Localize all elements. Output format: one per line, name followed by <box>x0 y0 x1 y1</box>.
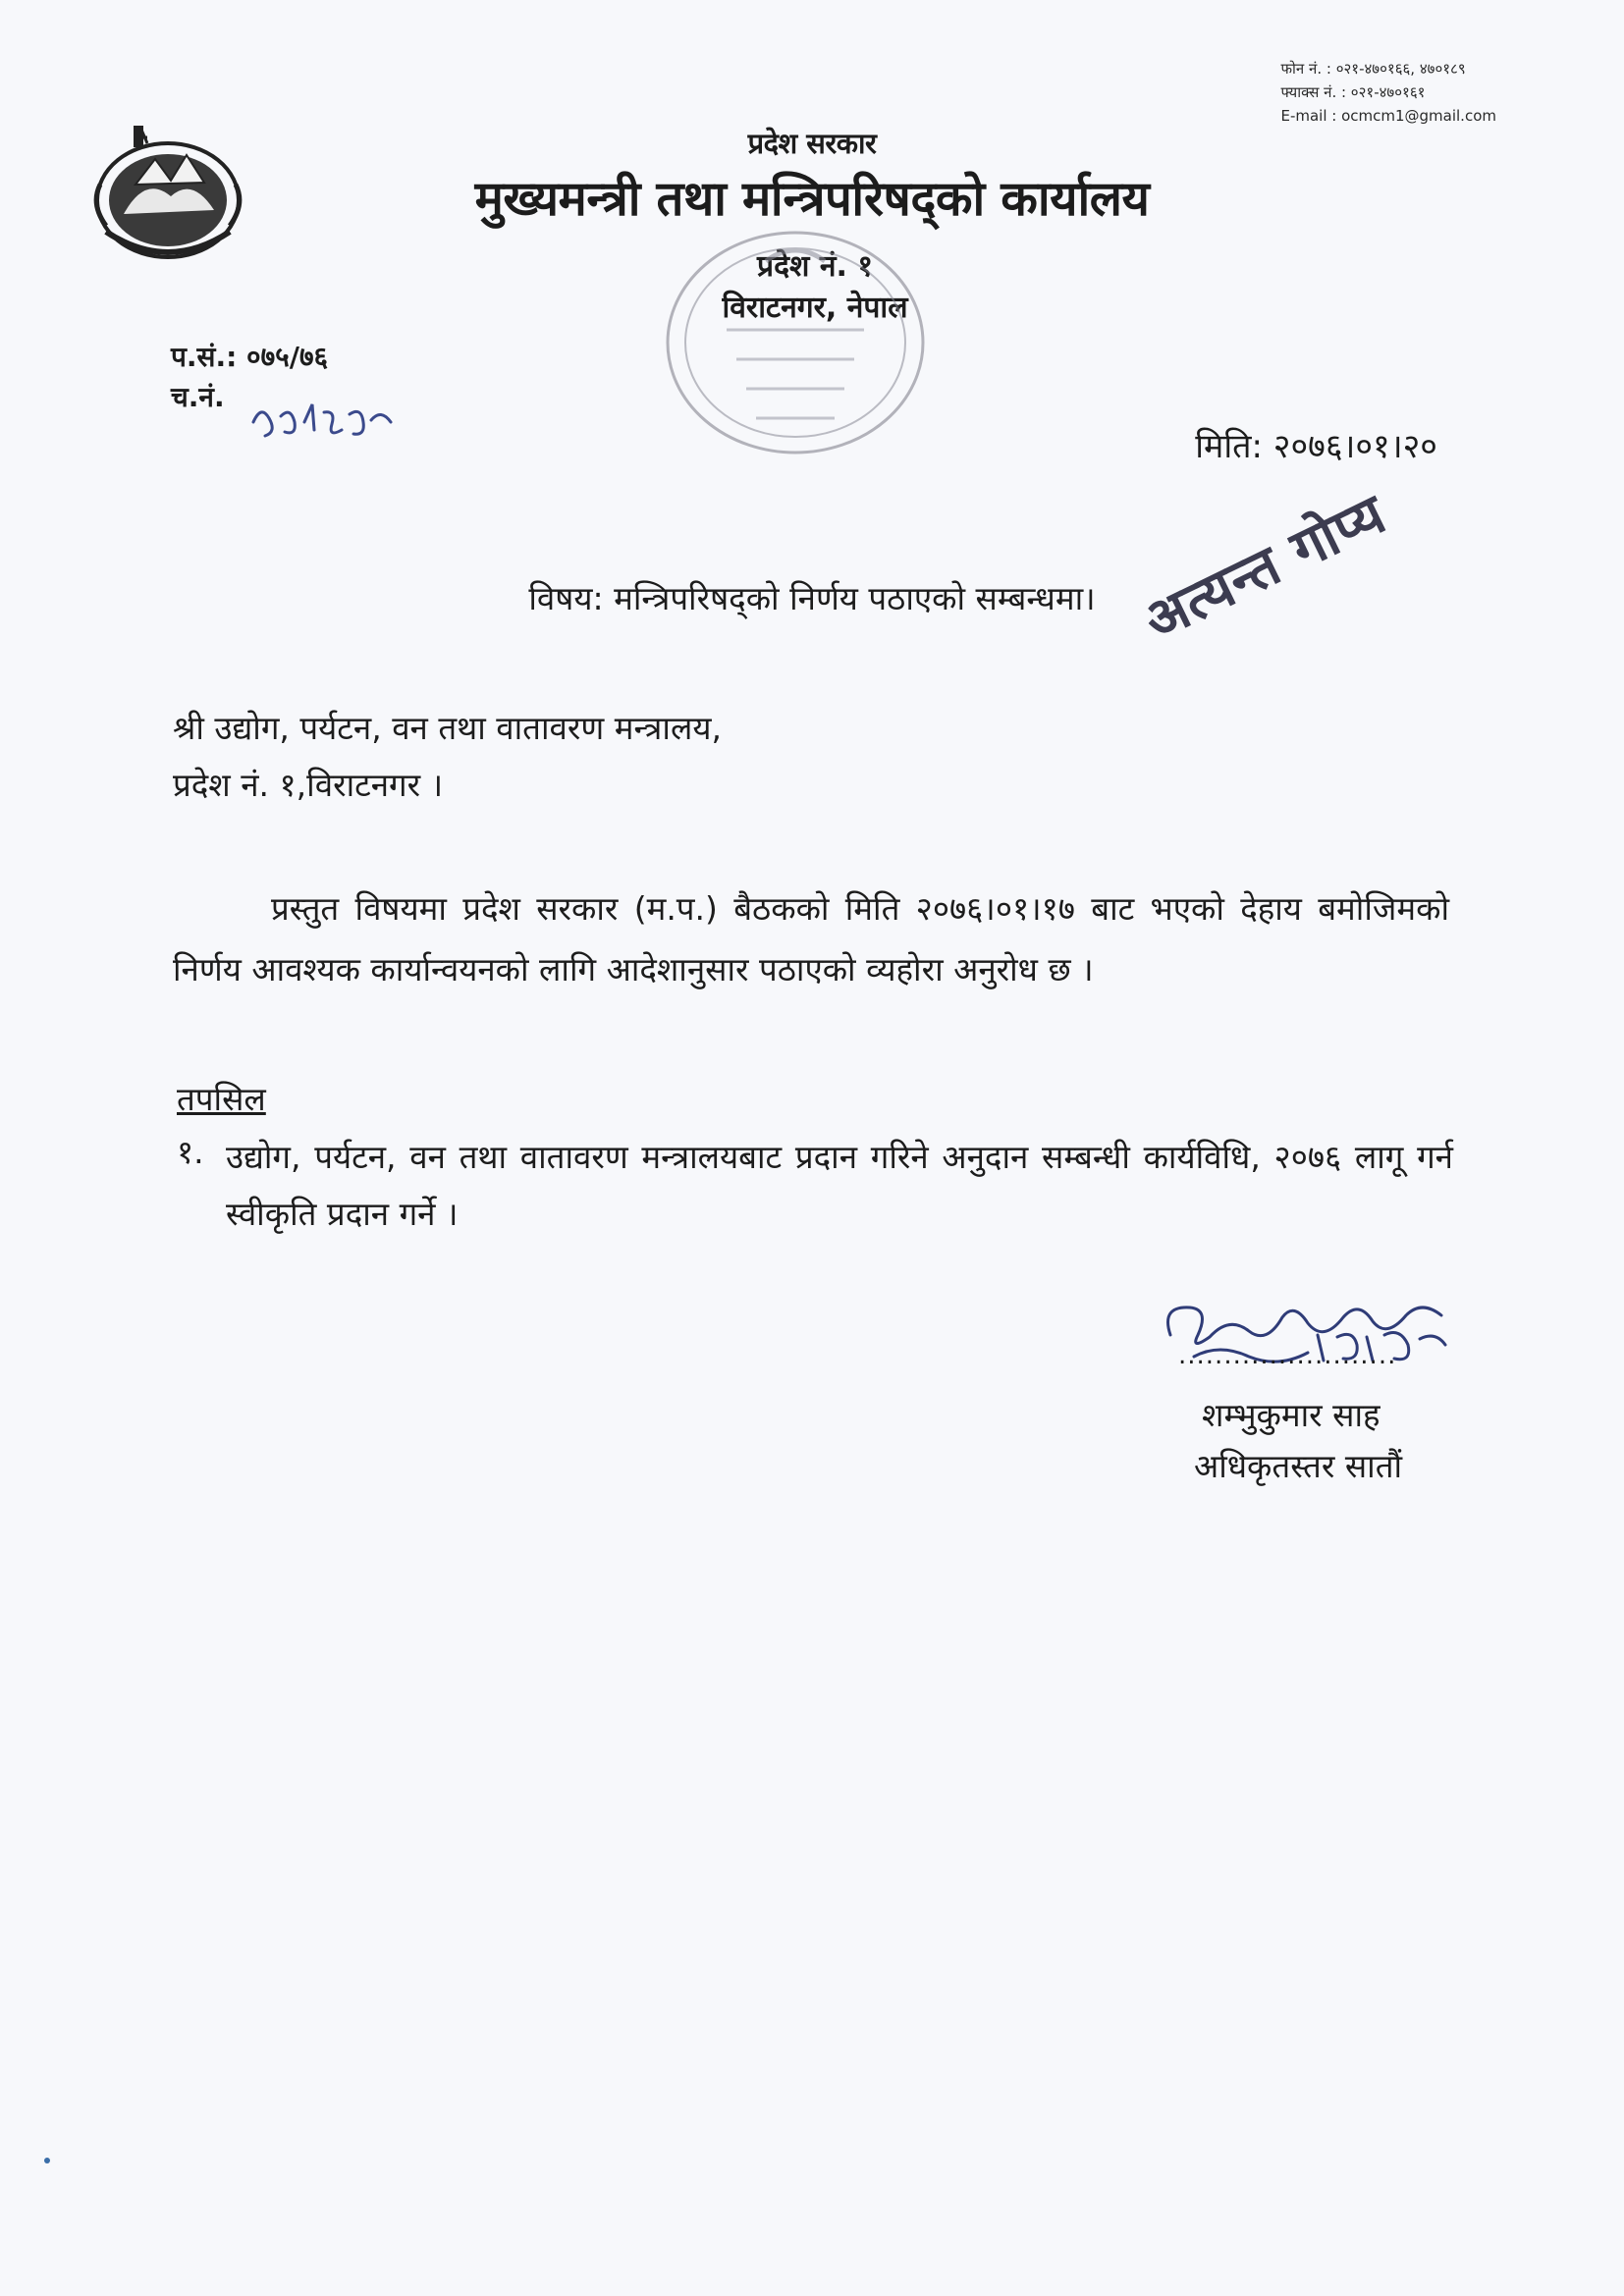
province-line: प्रदेश नं. १ <box>757 249 873 284</box>
handwritten-dispatch-number-icon <box>247 393 405 446</box>
details-heading: तपसिल <box>177 1080 266 1118</box>
addressee-line-2: प्रदेश नं. १,विराटनगर । <box>173 766 444 804</box>
location-line: विराटनगर, नेपाल <box>722 291 908 325</box>
subject-line: विषय: मन्त्रिपरिषद्को निर्णय पठाएको सम्बन्धमा। <box>528 579 1096 617</box>
signature-dotted-line: ........................ <box>1178 1341 1397 1370</box>
details-item-number: १. <box>177 1133 204 1171</box>
letter-date: मिति: २०७६।०१।२० <box>1195 427 1437 466</box>
confidential-stamp: अत्यन्त गोप्य <box>1134 482 1396 654</box>
fax-number: फ्याक्स नं. : ०२१-४७०१६१ <box>1280 83 1426 101</box>
signer-name: शम्भुकुमार साह <box>1202 1396 1380 1434</box>
ink-dot <box>44 2158 50 2163</box>
email-address: E-mail : ocmcm1@gmail.com <box>1280 107 1496 125</box>
signer-designation: अधिकृतस्तर सातौं <box>1194 1447 1403 1485</box>
body-paragraph: प्रस्तुत विषयमा प्रदेश सरकार (म.प.) बैठकको मिति २०७६।०१।१७ बाट भएको देहाय बमोजिमको निर्णय आवश्यक कार्यान्वयनको लागि आदेशानुसार पठाएको व्यहोरा अनुरोध छ । <box>173 889 1449 988</box>
office-seal-stamp-icon <box>648 222 943 463</box>
office-title: मुख्यमन्त्री तथा मन्त्रिपरिषद्को कार्यालय <box>474 171 1150 227</box>
phone-number: फोन नं. : ०२१-४७०१६६, ४७०१८९ <box>1280 60 1466 78</box>
contact-block <box>1280 57 1496 128</box>
addressee-line-1: श्री उद्योग, पर्यटन, वन तथा वातावरण मन्त्रालय, <box>173 709 722 747</box>
dispatch-number-label: च.नं. <box>171 381 225 413</box>
government-heading: प्रदेश सरकार <box>747 127 877 160</box>
letter-reference-number: प.सं.: ०७५/७६ <box>171 341 329 373</box>
details-item-text: उद्योग, पर्यटन, वन तथा वातावरण मन्त्रालयबाट प्रदान गरिने अनुदान सम्बन्धी कार्यविधि, २०७६ लागू गर्न स्वीकृति प्रदान गर्ने । <box>226 1138 1453 1233</box>
